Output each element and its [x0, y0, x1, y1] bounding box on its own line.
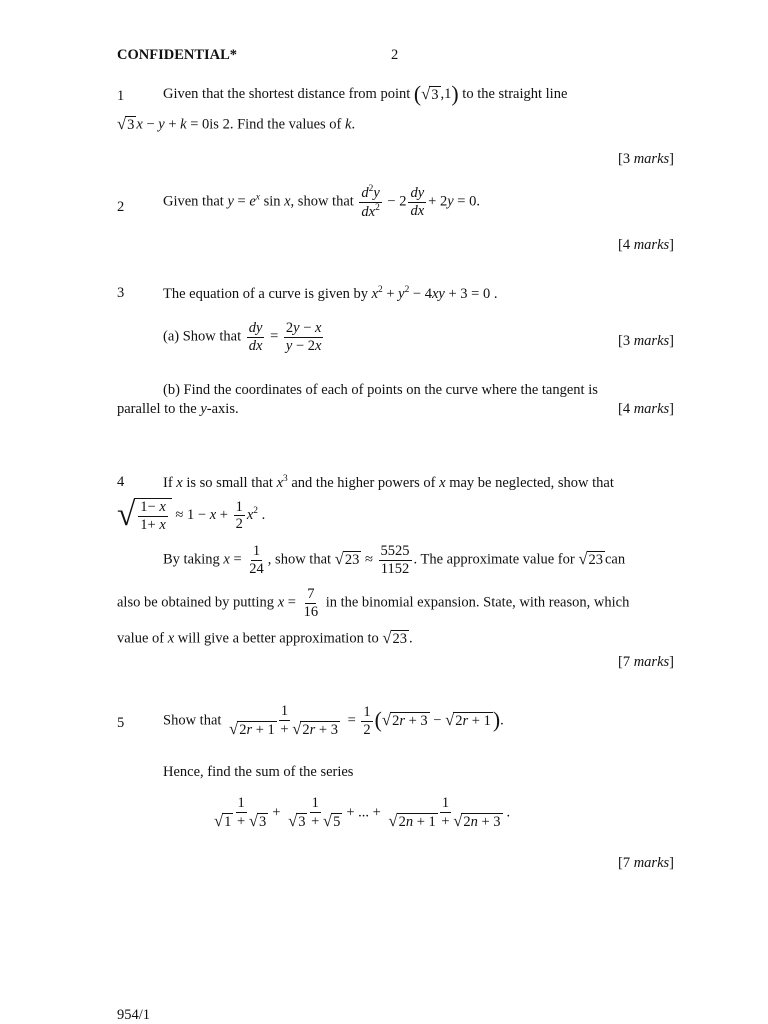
- footer-code: 954/1: [117, 1007, 151, 1023]
- q5-number: 5: [117, 715, 125, 731]
- q2-line: Given that $y = e^x$ sin x, show that $\frac{d^2y}{dx^2}$ − 2 $\frac{dy}{dx}$ + 2y = 0.: [163, 184, 480, 220]
- q3-part-a-marks: [3 marks]: [617, 333, 674, 349]
- q3-number: 3: [117, 285, 125, 301]
- q4-number: 4: [117, 474, 125, 490]
- q3-part-a: (a) Show that $\frac{dy}{dx}$ = $\frac{2y - x}{y - 2x}$: [163, 320, 322, 354]
- q3-line1: The equation of a curve is given by $x^2 + y^2 - 4xy + 3 = 0$ .: [163, 285, 498, 302]
- q4-line5: value of x will give a better approximation to √ 23 .: [117, 628, 413, 647]
- q5-series: 1 √ 1 + √ 3 + 1 √ 3 + √ 5 + ... + 1 √ 2n + 1 + √ 2n + 3 .: [214, 795, 511, 830]
- q3-part-b-marks: [4 marks]: [617, 401, 674, 417]
- q5-line1: Show that 1 √ 2r + 1 + √ 2r + 3 = $\frac{1}{2}$ ( √ 2r + 3 − √ 2r + 1 ).: [163, 703, 504, 738]
- q4-marks: [7 marks]: [617, 654, 674, 670]
- q4-line2: √ $\frac{1- x}{1+ x}$ ≈ 1 − x + $\frac{1}{2}$ $x^2$ .: [117, 496, 266, 533]
- q1-line2: √ 3 x − y + k = 0is 2. Find the values of k.: [117, 114, 356, 133]
- q4-line3: By taking x = $\frac{1}{24}$ , show that √ 23 ≈ $\frac{5525}{1152}$ . The approximate value for √ 23 can: [163, 543, 626, 577]
- q5-hence: Hence, find the sum of the series: [163, 764, 354, 780]
- q2-number: 2: [117, 199, 125, 215]
- q5-marks: [7 marks]: [617, 855, 674, 871]
- q3-part-b-line1: (b) Find the coordinates of each of points on the curve where the tangent is: [163, 382, 598, 398]
- page-number: 2: [391, 47, 399, 63]
- confidential-label: CONFIDENTIAL*: [117, 47, 238, 63]
- q1-marks: [3 marks]: [617, 151, 674, 167]
- q2-marks: [4 marks]: [617, 237, 674, 253]
- q4-line1: If x is so small that $x^3$ and the higher powers of x may be neglected, show that: [163, 474, 614, 491]
- q3-part-b-line2: parallel to the y-axis.: [117, 401, 239, 417]
- q4-line4: also be obtained by putting x = $\frac{7}{16}$ in the binomial expansion. State, with reason, which: [117, 586, 630, 620]
- q1-number: 1: [117, 88, 125, 104]
- q1-line1: Given that the shortest distance from point ( √ 3 ,1) to the straight line: [163, 82, 568, 106]
